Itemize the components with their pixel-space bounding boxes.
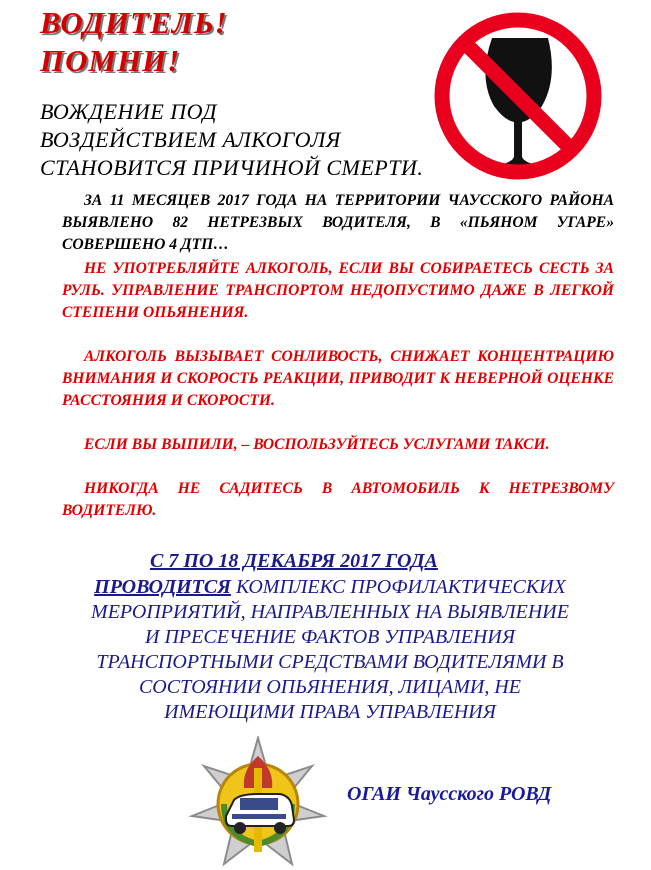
campaign-line4: ТРАНСПОРТНЫМИ СРЕДСТВАМИ ВОДИТЕЛЯМИ В: [96, 651, 564, 673]
advice-paragraph-1: НЕ УПОТРЕБЛЯЙТЕ АЛКОГОЛЬ, ЕСЛИ ВЫ СОБИРАЕТЕСЬ СЕСТЬ ЗА РУЛЬ. УПРАВЛЕНИЕ ТРАНСПОРТОМ НЕДОПУСТИМО ДАЖЕ В ЛЕГКОЙ СТЕПЕНИ ОПЬЯНЕНИЯ.: [62, 260, 614, 321]
campaign-dates: С 7 ПО 18 ДЕКАБРЯ 2017 ГОДА: [150, 550, 438, 572]
traffic-police-emblem-icon: [188, 736, 328, 868]
campaign-line1: ПРОВОДИТСЯ КОМПЛЕКС ПРОФИЛАКТИЧЕСКИХ: [94, 576, 566, 598]
statistics-paragraph: ЗА 11 МЕСЯЦЕВ 2017 ГОДА НА ТЕРРИТОРИИ ЧАУССКОГО РАЙОНА ВЫЯВЛЕНО 82 НЕТРЕЗВЫХ ВОДИТЕЛЯ, В «ПЬЯНОМ УГАРЕ» СОВЕРШЕНО 4 ДТП…: [62, 192, 614, 253]
warning-line3: СТАНОВИТСЯ ПРИЧИНОЙ СМЕРТИ.: [40, 155, 424, 180]
advice-paragraph-2: АЛКОГОЛЬ ВЫЗЫВАЕТ СОНЛИВОСТЬ, СНИЖАЕТ КОНЦЕНТРАЦИЮ ВНИМАНИЯ И СКОРОСТЬ РЕАКЦИИ, ПРИВОДИТ К НЕВЕРНОЙ ОЦЕНКЕ РАССТОЯНИЯ И СКОРОСТИ.: [62, 348, 614, 409]
advice-paragraph-3: ЕСЛИ ВЫ ВЫПИЛИ, – ВОСПОЛЬЗУЙТЕСЬ УСЛУГАМИ ТАКСИ.: [84, 436, 550, 453]
no-alcohol-icon: [430, 8, 606, 184]
warning-line2: ВОЗДЕЙСТВИЕМ АЛКОГОЛЯ: [40, 127, 341, 152]
campaign-line6: ИМЕЮЩИМИ ПРАВА УПРАВЛЕНИЯ: [164, 701, 496, 723]
warning-line1: ВОЖДЕНИЕ ПОД: [40, 99, 217, 124]
poster-title-line2: ПОМНИ!: [40, 43, 181, 78]
campaign-line3: И ПРЕСЕЧЕНИЕ ФАКТОВ УПРАВЛЕНИЯ: [145, 626, 515, 648]
campaign-verb: ПРОВОДИТСЯ: [94, 576, 231, 598]
advice-paragraph-4: НИКОГДА НЕ САДИТЕСЬ В АВТОМОБИЛЬ К НЕТРЕЗВОМУ ВОДИТЕЛЮ.: [62, 480, 614, 519]
campaign-line2: МЕРОПРИЯТИЙ, НАПРАВЛЕННЫХ НА ВЫЯВЛЕНИЕ: [91, 601, 569, 623]
campaign-line5: СОСТОЯНИИ ОПЬЯНЕНИЯ, ЛИЦАМИ, НЕ: [138, 676, 522, 698]
poster-title-line1: ВОДИТЕЛЬ!: [40, 5, 228, 40]
signature: ОГАИ Чаусского РОВД: [347, 783, 552, 805]
